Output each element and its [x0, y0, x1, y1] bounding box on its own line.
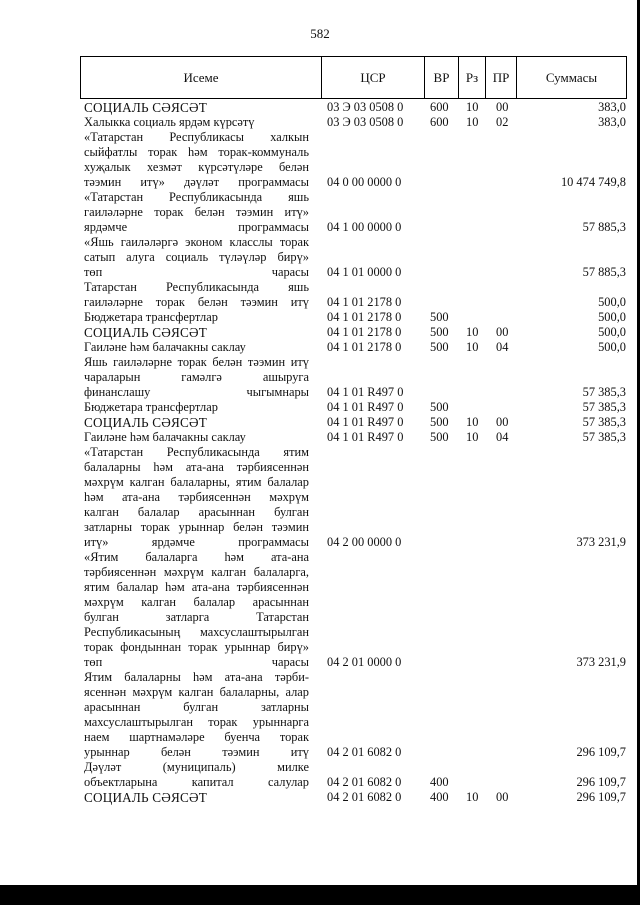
row-name-line: СОЦИАЛЬ СӘЯСӘТ	[84, 325, 207, 340]
row-name-line: «Татарстан Республикасында яшь	[84, 190, 309, 204]
table-row	[0, 310, 640, 325]
table-header	[80, 56, 627, 99]
row-name-line: арасыннан булган затларны	[84, 700, 309, 714]
row-pr: 00	[496, 100, 509, 114]
row-name-line: СОЦИАЛЬ СӘЯСӘТ	[84, 415, 207, 430]
row-name	[84, 100, 309, 115]
row-name-line: сыйфатлы торак һәм торак-коммуналь	[84, 145, 309, 159]
row-name-line: ясеннән мәхрүм калган балаларны, алар	[84, 685, 309, 699]
row-vr: 600	[430, 100, 449, 114]
row-csr: 04 1 01 0000 0	[327, 265, 402, 279]
row-name	[84, 130, 309, 190]
table-row	[0, 790, 640, 805]
row-csr: 04 1 00 0000 0	[327, 220, 402, 234]
table-row	[0, 340, 640, 355]
row-name-line: «Татарстан Республикасы халкын	[84, 130, 309, 144]
header-pr: ПР	[492, 69, 510, 85]
row-name-line: балаларны һәм ата-ана тәрбиясеннән	[84, 460, 309, 474]
row-name-line: Дәүләт (муниципаль) милке	[84, 760, 309, 774]
row-name-line: махсуслаштырылган торак урыннарга	[84, 715, 309, 729]
page-number: 582	[310, 26, 330, 41]
row-name-line: Татарстан Республикасында яшь	[84, 280, 309, 294]
row-csr: 04 1 01 2178 0	[327, 310, 402, 324]
table-row	[0, 190, 640, 235]
row-name	[84, 670, 309, 760]
row-csr: 04 2 01 0000 0	[327, 655, 402, 669]
row-name-line: Ятим балаларны һәм ата-ана тәрби-	[84, 670, 309, 684]
row-name	[84, 550, 309, 670]
row-csr: 04 1 01 R497 0	[327, 430, 404, 444]
row-name	[84, 430, 309, 445]
row-pr: 00	[496, 325, 509, 339]
row-csr: 04 2 01 6082 0	[327, 790, 402, 804]
row-csr: 03 Э 03 0508 0	[327, 100, 404, 114]
row-vr: 400	[430, 775, 449, 789]
row-name	[84, 400, 309, 415]
row-name-line: Гаиләне һәм балачакны саклау	[84, 340, 246, 354]
row-name-line: СОЦИАЛЬ СӘЯСӘТ	[84, 790, 207, 805]
header-rz: Рз	[465, 69, 479, 85]
row-sum: 57 385,3	[582, 385, 626, 399]
row-pr: 00	[496, 790, 509, 804]
table-body	[0, 100, 640, 805]
row-name-line: финанслашу чыгымнары	[84, 385, 309, 399]
row-name-line: булган затларга Татарстан	[84, 610, 309, 624]
row-csr: 04 1 01 2178 0	[327, 295, 402, 309]
row-rz: 10	[466, 325, 479, 339]
row-rz: 10	[466, 790, 479, 804]
row-csr: 04 2 01 6082 0	[327, 775, 402, 789]
row-name	[84, 415, 309, 430]
row-pr: 04	[496, 340, 509, 354]
row-name	[84, 235, 309, 280]
row-name	[84, 115, 309, 130]
row-name-line: калган балалар арасыннан булган	[84, 505, 309, 519]
row-sum: 57 385,3	[582, 415, 626, 429]
row-pr: 04	[496, 430, 509, 444]
row-csr: 04 2 01 6082 0	[327, 745, 402, 759]
row-sum: 57 885,3	[582, 265, 626, 279]
table-row	[0, 430, 640, 445]
row-sum: 383,0	[598, 100, 626, 114]
row-vr: 500	[430, 415, 449, 429]
row-name	[84, 325, 309, 340]
row-csr: 04 0 00 0000 0	[327, 175, 402, 189]
row-sum: 500,0	[598, 310, 626, 324]
table-row	[0, 445, 640, 550]
row-name-line: Яшь гаиләләрне торак белән тәэмин итү	[84, 355, 309, 369]
row-sum: 296 109,7	[576, 790, 626, 804]
row-name-line: чараларын гамәлгә ашыруга	[84, 370, 309, 384]
row-csr: 04 1 01 R497 0	[327, 385, 404, 399]
row-name-line: һәм ата-ана тәрбиясеннән мәхрүм	[84, 490, 309, 504]
table-row	[0, 550, 640, 670]
row-vr: 500	[430, 400, 449, 414]
row-rz: 10	[466, 415, 479, 429]
row-rz: 10	[466, 430, 479, 444]
row-name-line: мәхрүм калган балаларны, ятим балалар	[84, 475, 309, 489]
row-name-line: «Яшь гаиләләргә эконом класслы торак	[84, 235, 309, 249]
row-name	[84, 760, 309, 790]
row-name-line: гаиләләрне торак белән тәэмин итү»	[84, 205, 309, 219]
row-csr: 04 2 00 0000 0	[327, 535, 402, 549]
table-row	[0, 670, 640, 760]
scan-border-bottom	[0, 885, 640, 905]
row-name-line: «Татарстан Республикасында ятим	[84, 445, 309, 459]
row-sum: 57 385,3	[582, 430, 626, 444]
table-row	[0, 325, 640, 340]
row-sum: 296 109,7	[576, 745, 626, 759]
row-name-line: тәрбиясеннән мәхрүм калган балаларга,	[84, 565, 309, 579]
row-sum: 500,0	[598, 340, 626, 354]
row-name-line: «Ятим балаларга һәм ата-ана	[84, 550, 309, 564]
row-name-line: Бюджетара трансфертлар	[84, 310, 218, 324]
table-row	[0, 400, 640, 415]
table-row	[0, 280, 640, 310]
row-vr: 400	[430, 790, 449, 804]
row-sum: 383,0	[598, 115, 626, 129]
row-name-line: затларны торак урыннар белән тәэмин	[84, 520, 309, 534]
row-name-line: итү» ярдәмче программасы	[84, 535, 309, 549]
row-sum: 373 231,9	[576, 535, 626, 549]
row-csr: 04 1 01 R497 0	[327, 400, 404, 414]
row-name	[84, 445, 309, 550]
row-name-line: сатып алуга социаль түләүләр бирү»	[84, 250, 309, 264]
row-csr: 03 Э 03 0508 0	[327, 115, 404, 129]
row-name-line: СОЦИАЛЬ СӘЯСӘТ	[84, 100, 207, 115]
row-sum: 57 385,3	[582, 400, 626, 414]
row-sum: 10 474 749,8	[560, 175, 626, 189]
header-name: Исеме	[183, 69, 219, 85]
row-name-line: ярдәмче программасы	[84, 220, 309, 234]
row-name	[84, 280, 309, 310]
table-row	[0, 100, 640, 115]
row-name-line: төп чарасы	[84, 265, 309, 279]
row-vr: 500	[430, 310, 449, 324]
row-name-line: наем шартнамәләре буенча торак	[84, 730, 309, 744]
table-row	[0, 115, 640, 130]
row-pr: 02	[496, 115, 509, 129]
row-name-line: мәхрүм калган балалар арасыннан	[84, 595, 309, 609]
row-sum: 373 231,9	[576, 655, 626, 669]
row-name-line: Гаиләне һәм балачакны саклау	[84, 430, 246, 444]
table-row	[0, 415, 640, 430]
row-sum: 500,0	[598, 325, 626, 339]
row-csr: 04 1 01 2178 0	[327, 325, 402, 339]
table-row	[0, 235, 640, 280]
row-name	[84, 790, 309, 805]
row-name-line: тәэмин итү» дәүләт программасы	[84, 175, 309, 189]
header-csr: ЦСР	[360, 69, 386, 85]
row-csr: 04 1 01 R497 0	[327, 415, 404, 429]
row-pr: 00	[496, 415, 509, 429]
row-rz: 10	[466, 115, 479, 129]
table-row	[0, 130, 640, 190]
row-name-line: объектларына капитал салулар	[84, 775, 309, 789]
row-vr: 500	[430, 430, 449, 444]
table-row	[0, 760, 640, 790]
row-rz: 10	[466, 100, 479, 114]
row-name-line: төп чарасы	[84, 655, 309, 669]
header-sum: Суммасы	[545, 69, 598, 85]
row-vr: 500	[430, 325, 449, 339]
row-name-line: гаиләләрне торак белән тәэмин итү	[84, 295, 309, 309]
header-vr: ВР	[433, 69, 450, 85]
row-name-line: ятим балалар һәм ата-ана тәрбиясеннән	[84, 580, 309, 594]
row-name	[84, 340, 309, 355]
row-sum: 500,0	[598, 295, 626, 309]
row-name-line: Халыкка социаль ярдәм күрсәтү	[84, 115, 255, 129]
row-name	[84, 190, 309, 235]
row-name-line: Бюджетара трансфертлар	[84, 400, 218, 414]
row-name	[84, 310, 309, 325]
row-rz: 10	[466, 340, 479, 354]
table-row	[0, 355, 640, 400]
row-sum: 296 109,7	[576, 775, 626, 789]
row-name-line: торак фондыннан торак урыннар бирү»	[84, 640, 309, 654]
row-name-line: Республикасының махсуслаштырылган	[84, 625, 309, 639]
row-vr: 600	[430, 115, 449, 129]
row-vr: 500	[430, 340, 449, 354]
row-sum: 57 885,3	[582, 220, 626, 234]
row-name-line: урыннар белән тәэмин итү	[84, 745, 309, 759]
row-csr: 04 1 01 2178 0	[327, 340, 402, 354]
row-name	[84, 355, 309, 400]
row-name-line: хуҗалык хезмәт күрсәтүләре белән	[84, 160, 309, 174]
